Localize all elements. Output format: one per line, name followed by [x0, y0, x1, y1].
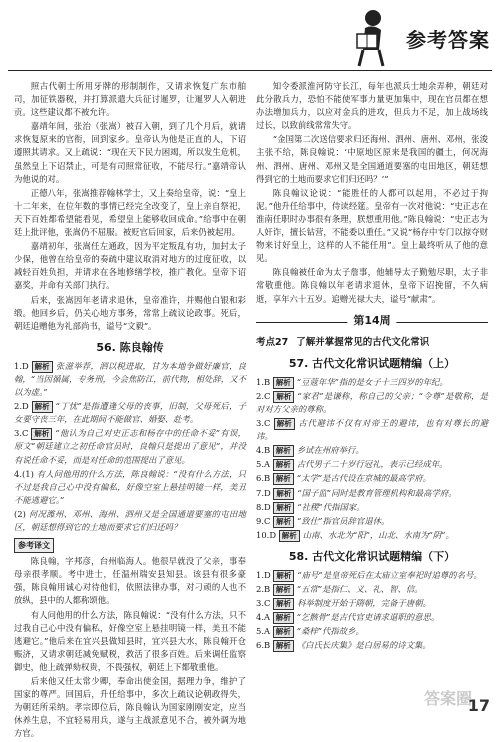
answer-item — [256, 597, 488, 610]
paragraph: “金国第二次送信要求归还海州、泗州、唐州、邓州，张浚主张不给，陈良翰说：‘中原地区原来是我国的疆土，何况海州、泗州、唐州、邓州又是全国通道要塞的屯田地区，朝廷想得到它的土地而要求它们归还吗？’” — [256, 134, 488, 184]
reference-translation-tag: 参考译文 — [14, 538, 54, 553]
answer-label: 5.A — [256, 626, 273, 637]
answer-label: 3.C — [256, 418, 274, 429]
answer-text: “五常”是指仁、义、礼、智、信。 — [296, 584, 423, 595]
answer-text: 《白氏长庆集》是白居易的诗文集。 — [296, 640, 431, 651]
answer-text: “桑梓”代指故乡。 — [296, 626, 364, 637]
paragraph: 后来，张嵩因年老请求退休，皇帝准许，并赐他白银和彩缎。他回乡后，仍关心地方事务，常常上疏议论政事。死后，朝廷追赠他为礼部尚书，谥号“文毅”。 — [14, 294, 246, 331]
analysis-tag: 解析 — [273, 488, 294, 500]
answer-text: “庙号”是皇帝死后在太庙立室奉祀时追尊的名号。 — [297, 570, 482, 580]
answer-text: 乡试在州府举行。 — [296, 445, 364, 456]
answer-label: 3.C — [14, 428, 32, 439]
answer-text: 张滋举荐，泗以税进取，甘为本地争做好廉官，良翰，“当因循属，专务刑，今会焦防江，前代物，相处辞，又不以为虚。” — [14, 360, 247, 398]
answer-label: 2.C — [256, 390, 274, 401]
section-title: 56. 陈良翰传 — [96, 340, 164, 354]
answer-item — [256, 611, 488, 624]
analysis-tag: 解析 — [273, 473, 294, 485]
answer-label: 4.B — [256, 445, 273, 456]
answer-label: 6.B — [256, 640, 273, 651]
answer-item — [256, 639, 488, 652]
analysis-tag: 解析 — [31, 428, 52, 440]
analysis-tag: 解析 — [32, 401, 53, 413]
answer-label: 1.D — [256, 570, 274, 580]
answer-text: 古代避讳不仅有对帝王的避讳，也有对尊长的避讳。 — [256, 418, 489, 442]
answer-label: 9.C — [256, 515, 274, 526]
paragraph: 正德八年，张嵩推荐翰林学士，又上奏给皇帝，说：“皇上十二年来，在位年数的事情已经完全改变了，皇上亲自祭祀，天下百姓都希望能看见，希望皇上能够收回成命。”给事中在朝廷上批评他，张嵩仍不屈服。被贬官后回家，后来仍被起用。 — [14, 187, 246, 238]
page-header — [0, 0, 500, 78]
answer-label: 4.(1) — [14, 468, 37, 479]
answer-item — [256, 515, 488, 528]
answer-text: “致仕”指官员辞官退休。 — [297, 515, 390, 526]
analysis-tag: 解析 — [273, 391, 294, 403]
week-bar — [256, 314, 488, 330]
answer-label: 1.B — [256, 376, 273, 387]
answer-item — [256, 390, 488, 416]
analysis-tag: 解析 — [273, 516, 294, 528]
analysis-tag: 解析 — [273, 626, 294, 638]
kaodian-title: 了解并掌握常见的古代文化常识 — [296, 336, 430, 348]
answer-label: 2.B — [256, 584, 273, 595]
answer-item — [256, 472, 488, 485]
answer-text: “乞骸骨”是古代官吏请求退职的意思。 — [296, 612, 440, 623]
reading-mascot-icon — [343, 6, 395, 70]
answer-label: 4.A — [256, 612, 273, 623]
answer-label: 6.B — [256, 473, 273, 484]
analysis-tag: 解析 — [274, 418, 295, 430]
paragraph: 嘉靖年间，张治（张嵩）被召入朝，到了几个月后，就请求恢复原来的官衔，回到家乡。皇帝认为他是正直的人，下诏遵照其请求。又上疏说：“现在天下民力困竭，所以发生危机，虽然皇上下诏禁止，可是有司照常征收，不能尽行。”嘉靖帝认为他说的对。 — [14, 121, 246, 184]
section-title: 57. 古代文化常识试题精编（上） — [288, 356, 456, 370]
answer-text: 科举制度开始于隋朝，完备于唐朝。 — [297, 598, 432, 609]
answer-text: “社稷”代指国家。 — [297, 501, 365, 512]
answer-item — [256, 444, 488, 457]
right-column — [256, 80, 488, 654]
paragraph: 嘉靖初年，张嵩任左通政，因为平定叛乱有功，加封太子少保，他曾在给皇帝的奏疏中建议取消对地方的过度征收，以减轻百姓负担，并请求在各地修缮学校，推广教化。皇帝下诏嘉奖，并命有关部门执行。 — [14, 241, 246, 291]
answer-label: 7.D — [256, 487, 274, 498]
answer-item — [14, 427, 246, 466]
answer-text: “丁忧”是指遭逢父母的丧事，旧制，父母死后，子女要守丧三年，在此期间不能做官、婚娶、赴考。 — [14, 401, 246, 425]
answer-text: 山南、水北为“阳”，山北、水南为“阴”。 — [302, 529, 454, 540]
answer-label: (2) — [14, 508, 29, 519]
answer-text: “国子监”同时是教育管理机构和最高学府。 — [297, 487, 457, 498]
analysis-tag: 解析 — [273, 598, 294, 610]
analysis-tag: 解析 — [273, 584, 294, 596]
answer-item — [256, 569, 488, 582]
answer-label: 3.C — [256, 598, 274, 609]
analysis-tag: 解析 — [273, 640, 294, 652]
paragraph: 知令委派淮河防守长江，每年也派兵士地余弄种，朝廷对此分散兵力，恐怕不能使军事力量更加集中，现在官员都在想办法增加兵力，以应对金兵的进攻，但兵力不足，加上战场线过长，以致前线常常失守。 — [256, 81, 488, 131]
analysis-tag: 解析 — [273, 459, 294, 471]
paragraph: 陈良翰议论说：“能胜任的人都可以起用，不必过于拘泥。”他升任给事中，侍读经筵。皇帝有一次对他说：“史正志在淮南任职时办事很有条理，朕想重用他。”陈良翰说：“史正志为人奸诈，擅长钻营，不能委以重任。”又说“杨存中专门以掠夺财物来讨好皇上，这样的人不能任用”。皇上最终听从了他的意见。 — [256, 187, 488, 264]
answer-text: 有人问他用的什么方法，陈良翰说：“没有什么方法，只不过是我自己心中没有偏私，好像空室上悬挂明镜一样，美丑不能逃避它。” — [14, 468, 246, 505]
answer-item — [14, 508, 246, 534]
answer-label: 8.D — [256, 501, 274, 512]
answer-text: “豆蔻年华”指的是女子十三四岁的年纪。 — [296, 376, 448, 387]
analysis-tag: 解析 — [273, 377, 294, 389]
kaodian-number: 考点27 — [256, 336, 289, 348]
answer-item — [256, 583, 488, 596]
analysis-tag: 解析 — [273, 502, 294, 514]
answer-text: “他认为自己对史正志和杨存中的任命不妥”有误，原文“朝廷建立之初任命官员时，良翰只是提出了意见”，并没有说任命不妥，而是对任命的范围提出了意见。 — [14, 428, 246, 465]
section-title: 58. 古代文化常识试题精编（下） — [288, 549, 456, 563]
week-label: 第14周 — [347, 314, 396, 327]
kaodian-heading — [256, 336, 488, 349]
answer-text: 古代男子二十岁行冠礼，表示已经成年。 — [296, 459, 448, 470]
answer-item — [256, 417, 488, 443]
answer-item — [256, 625, 488, 638]
answer-item — [14, 400, 246, 426]
analysis-tag: 解析 — [32, 361, 53, 373]
analysis-tag: 解析 — [279, 530, 300, 542]
answer-text: “家君”是谦称，称自己的父亲；“令尊”是敬称，是对对方父亲的尊称。 — [256, 390, 489, 414]
answer-item — [14, 468, 246, 507]
header-divider — [8, 70, 492, 71]
answer-label: 10.D — [256, 529, 279, 540]
paragraph: 陈良翰被任命为太子詹事，他辅导太子勤勉尽职，太子非常敬重他。陈良翰以年老请求退休，皇帝下诏挽留，不久病逝，享年六十五岁。追赠光禄大夫，谥号“献肃”。 — [256, 267, 488, 304]
watermark: 答案圈 — [423, 689, 472, 708]
analysis-tag: 解析 — [273, 445, 294, 457]
translation-paragraph: 有人问他用的什么方法，陈良翰说：“没有什么方法，只不过我自己心中没有偏私，好像空室上悬挂明镜一样，美丑不能逃避它。”他后来在宜兴县做知县时，宜兴县大水，陈良翰开仓赈济，又请求朝廷减免赋税，救活了很多百姓。后来调任监察御史，他上疏弹劾权贵，不畏强权，朝廷上下都敬重他。 — [14, 609, 246, 672]
answer-item — [256, 501, 488, 514]
analysis-tag: 解析 — [273, 612, 294, 624]
answer-text: 何况潍州、邓州、海州、泗州又是全国通道要塞的屯田地区，朝廷想得到它的土地而要求它们归还吗？ — [14, 508, 247, 532]
answer-item — [256, 376, 488, 389]
translation-paragraph: 陈良翰，字邦彦，台州临海人。他很早就没了父亲，事奉母亲很孝顺。考中进士，任温州瑞安县知县。该县有很多豪强，陈良翰用诚心对待他们，依照法律办事，对刁顽的人也不放纵，县中的人都称颂他。 — [14, 556, 246, 606]
left-column — [14, 80, 246, 742]
answer-label: 1.D — [14, 360, 32, 371]
answer-label: 2.D — [14, 401, 32, 412]
answer-text: “太学”是古代设在京城的最高学府。 — [296, 473, 431, 484]
answer-item — [14, 360, 246, 399]
brand-title: 参考答案 — [406, 28, 490, 52]
analysis-tag: 解析 — [273, 570, 294, 582]
answer-item — [256, 529, 488, 542]
answer-item — [256, 487, 488, 500]
answer-label: 5.A — [256, 459, 273, 470]
page-number: 17 — [467, 696, 490, 715]
paragraph: 照古代朝士所用牙牌的形制制作，又请求恢复广东市舶司，加征铁器税，并打算派遣大兵征讨暹罗，让暹罗人入朝进贡。这些建议都不被允许。 — [14, 81, 246, 118]
answer-item — [256, 458, 488, 471]
translation-paragraph: 后来他又任太常少卿，奉命出使金国，据理力争，维护了国家的尊严。回国后，升任给事中，多次上疏议论朝政得失，为朝廷所采纳。孝宗即位后，陈良翰认为国家刚刚安定，应当休养生息，不宜轻易用兵，遂与主战派意见不合，被外调为地方官。 — [14, 676, 246, 739]
